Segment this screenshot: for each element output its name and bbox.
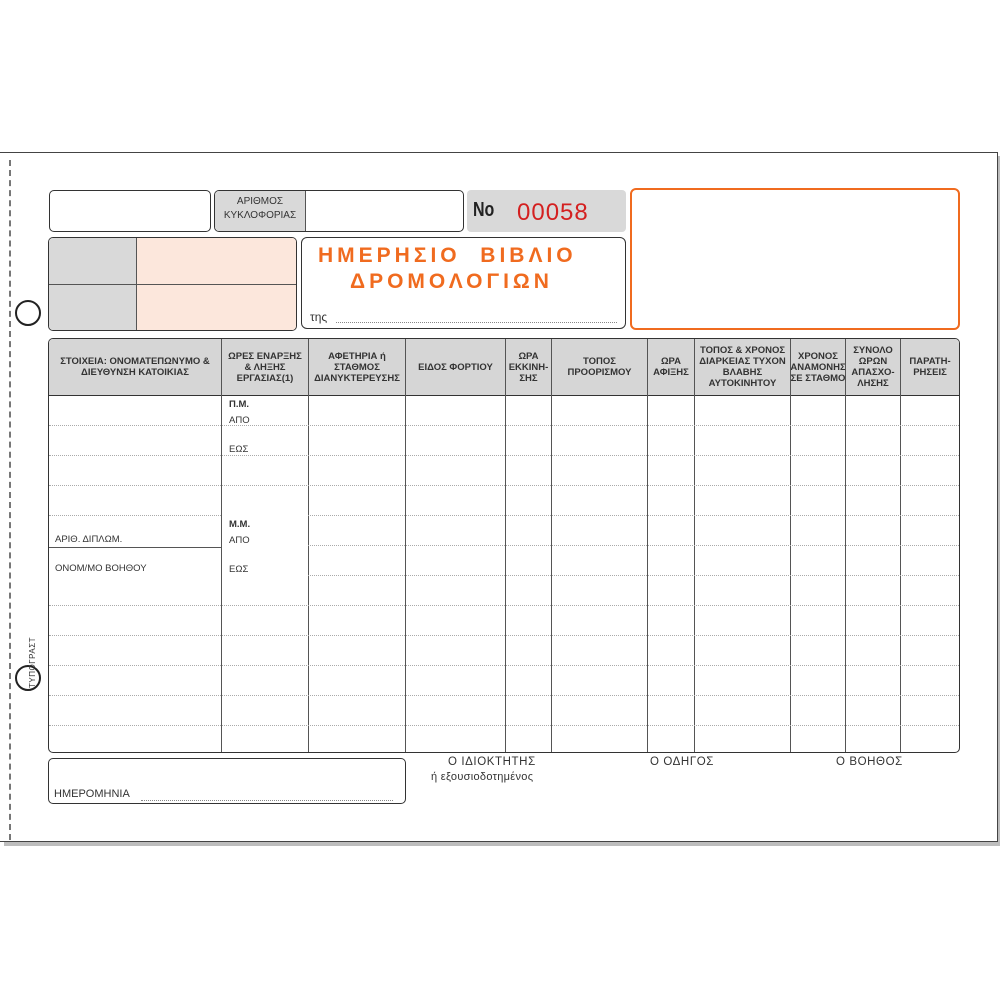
title-line1: ΗΜΕΡΗΣΙΟ ΒΙΒΛΙΟ <box>318 244 577 267</box>
stamp-box[interactable] <box>630 188 960 330</box>
binder-hole-top <box>15 300 41 326</box>
col-header-waiting-time: ΧΡΟΝΟΣ ΑΝΑΜΟΝΗΣ ΣΕ ΣΤΑΘΜΟ <box>790 350 846 384</box>
col-header-work-hours: ΩΡΕΣ ΕΝΑΡΞΗΣ & ΛΗΞΗΣ ΕΡΓΑΣΙΑΣ(1) <box>228 350 302 384</box>
date-of-line[interactable] <box>336 322 617 323</box>
vehicle-info-grid[interactable] <box>48 237 297 331</box>
owner-label: Ο ΙΔΙΟΚΤΗΤΗΣ <box>448 756 536 768</box>
title-box <box>301 237 626 329</box>
registration-number-field[interactable] <box>214 190 464 232</box>
am-label: Π.Μ. <box>229 399 250 410</box>
date-line[interactable] <box>141 800 393 801</box>
pm-label: Μ.Μ. <box>229 519 251 530</box>
license-number-label: ΑΡΙΘ. ΔΙΠΛΩΜ. <box>55 534 123 545</box>
date-box[interactable] <box>48 758 406 804</box>
am-to-label: ΕΩΣ <box>229 444 249 455</box>
blank-field-top-left[interactable] <box>49 190 211 232</box>
pm-to-label: ΕΩΣ <box>229 564 249 575</box>
serial-number: 00058 <box>517 199 589 226</box>
table-header <box>49 339 959 396</box>
registration-label-line2: ΚΥΚΛΟΦΟΡΙΑΣ <box>223 210 297 221</box>
col-header-name-address: ΣΤΟΙΧΕΙΑ: ΟΝΟΜΑΤΕΠΩΝΥΜΟ & ΔΙΕΥΘΥΝΣΗ ΚΑΤΟΙΚΙΑΣ <box>60 356 210 378</box>
driver-label: Ο ΟΔΗΓΟΣ <box>650 756 715 768</box>
printer-mark: ΤΥΠΟΓΡΑΣΤ <box>28 636 37 688</box>
col-header-remarks: ΠΑΡΑΤΗ-ΡΗΣΕΙΣ <box>909 356 951 378</box>
assistant-name-label: ΟΝΟΜ/ΜΟ ΒΟΗΘΟΥ <box>55 563 147 574</box>
date-label: ΗΜΕΡΟΜΗΝΙΑ <box>54 788 130 800</box>
title-line2: ΔΡΟΜΟΛΟΓΙΩΝ <box>350 270 553 293</box>
col-header-destination: ΤΟΠΟΣ ΠΡΟΟΡΙΣΜΟΥ <box>567 356 632 378</box>
date-of-label: της <box>310 310 328 324</box>
registration-label-line1: ΑΡΙΘΜΟΣ <box>236 196 284 207</box>
col-header-departure-time: ΩΡΑ ΕΚΚΙΝΗ-ΣΗΣ <box>508 350 549 384</box>
col-header-arrival-time: ΩΡΑ ΑΦΙΞΗΣ <box>653 356 689 378</box>
col-header-total-hours: ΣΥΝΟΛΟ ΩΡΩΝ ΑΠΑΣΧΟ-ΛΗΣΗΣ <box>851 345 895 389</box>
serial-number-box <box>467 190 626 232</box>
authorized-label: ή εξουσιοδοτημένος <box>431 771 534 783</box>
col-header-cargo-type: ΕΙΔΟΣ ΦΟΡΤΙΟΥ <box>418 361 493 373</box>
assistant-signature-label: Ο ΒΟΗΘΟΣ <box>836 756 903 768</box>
number-prefix: No <box>473 199 495 221</box>
routes-table <box>48 338 960 753</box>
col-header-breakdown: ΤΟΠΟΣ & ΧΡΟΝΟΣ ΔΙΑΡΚΕΙΑΣ ΤΥΧΟΝ ΒΛΑΒΗΣ ΑΥΤΟΚΙΝΗΤΟΥ <box>699 345 786 389</box>
perforation-line <box>9 160 11 840</box>
pm-from-label: ΑΠΟ <box>229 535 250 546</box>
col-header-origin: ΑΦΕΤΗΡΙΑ ή ΣΤΑΘΜΟΣ ΔΙΑΝΥΚΤΕΡΕΥΣΗΣ <box>314 350 400 384</box>
am-from-label: ΑΠΟ <box>229 415 250 426</box>
